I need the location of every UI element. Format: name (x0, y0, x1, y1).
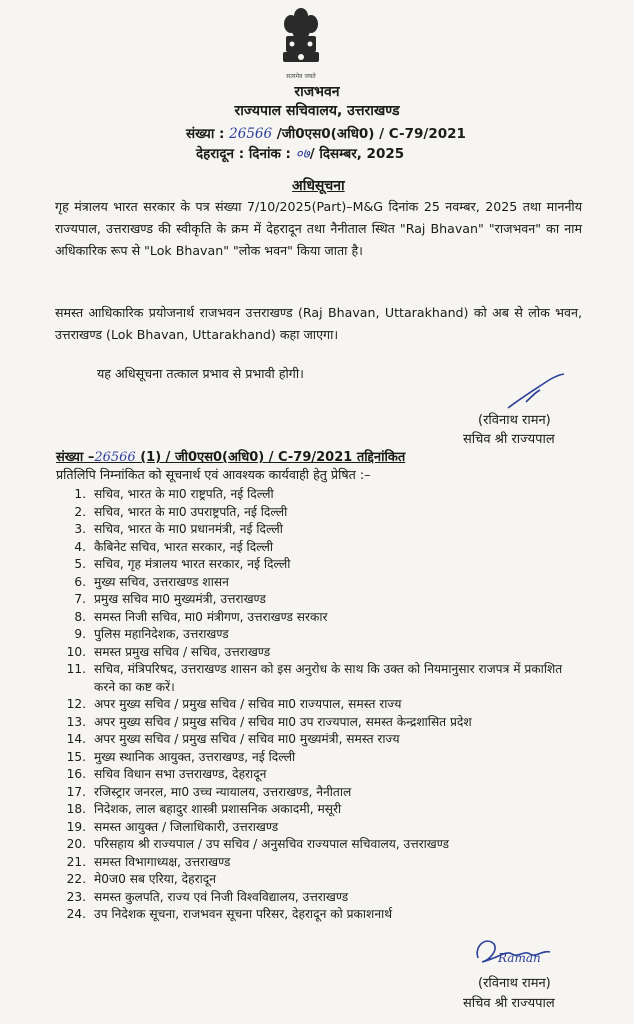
list-item-text: मुख्य सचिव, उत्तराखण्ड शासन (94, 574, 229, 589)
list-item-number: 12. (66, 697, 86, 711)
notification-title: अधिसूचना (292, 178, 345, 194)
list-item-number: 15. (66, 749, 86, 764)
list-item-number: 16. (66, 767, 86, 781)
list-item-number: 21. (66, 854, 86, 869)
list-item-number: 23. (66, 889, 86, 904)
list-item (56, 766, 586, 784)
list-item-text: समस्त निजी सचिव, मा0 मंत्रीगण, उत्तराखण्ड सरकार (94, 609, 328, 624)
list-item-text: सचिव, भारत के मा0 राष्ट्रपति, नई दिल्ली (94, 487, 274, 501)
list-item (56, 749, 586, 767)
date-suffix: / दिसम्बर, 2025 (309, 146, 405, 162)
list-item-number: 3. (74, 522, 86, 536)
list-item (56, 626, 586, 644)
list-item-number: 2. (74, 504, 86, 519)
list-item-number: 8. (74, 609, 86, 624)
notification-paragraph-3: यह अधिसूचना तत्काल प्रभाव से प्रभावी होगी। (97, 366, 304, 381)
signature-mark-2 (472, 928, 552, 972)
list-item (56, 801, 586, 819)
list-item-text: समस्त विभागाध्यक्ष, उत्तराखण्ड (94, 854, 231, 869)
list-item-number: 6. (74, 574, 86, 589)
ref-prefix: संख्या : (186, 126, 230, 142)
list-item (56, 906, 586, 924)
list-item-text: सचिव, भारत के मा0 प्रधानमंत्री, नई दिल्ली (94, 522, 283, 536)
date-handwritten-day: ०७ (295, 146, 310, 162)
list-item-number: 22. (66, 872, 86, 886)
list-item-number: 4. (74, 539, 86, 554)
national-emblem-icon (278, 6, 324, 70)
reference-number (186, 124, 466, 142)
list-item-text: समस्त कुलपति, राज्य एवं निजी विश्वविद्यालय, उत्तराखण्ड (94, 889, 349, 904)
list-item-number: 18. (66, 802, 86, 816)
list-item-text: उप निदेशक सूचना, राजभवन सूचना परिसर, देहरादून को प्रकाशनार्थ (94, 907, 393, 921)
list-item-text: मे0ज0 सब एरिया, देहरादून (94, 872, 216, 886)
list-item (56, 819, 586, 837)
notification-paragraph-1: गृह मंत्रालय भारत सरकार के पत्र संख्या 7/10/2025(Part)–M&G दिनांक 25 नवम्बर, 2025 तथा माननीय राज्यपाल, उत्तराखण्ड की स्वीकृति के क्रम में देहरादून तथा नैनीताल स्थित "Raj Bhavan" "राजभवन" का नाम अधिकारिक रूप से "Lok Bhavan" "लोक भवन" किया जाता है। (55, 199, 582, 258)
notification-paragraph-2: समस्त आधिकारिक प्रयोजनार्थ राजभवन उत्तराखण्ड (Raj Bhavan, Uttarakhand) को अब से लोक भवन, उत्तराखण्ड (Lok Bhavan, Uttarakhand) कहा जाएगा। (55, 305, 582, 342)
list-item-text: कैबिनेट सचिव, भारत सरकार, नई दिल्ली (94, 539, 274, 554)
list-item-number: 14. (66, 732, 86, 746)
list-item-text: सचिव, गृह मंत्रालय भारत सरकार, नई दिल्ली (94, 557, 291, 571)
list-item (56, 521, 586, 539)
list-item-text: अपर मुख्य सचिव / प्रमुख सचिव / सचिव मा0 उप राज्यपाल, समस्त केन्द्रशासित प्रदेश (94, 714, 472, 729)
distribution-signatory-name: (रविनाथ रामन) (478, 976, 551, 991)
list-item-number: 7. (74, 592, 86, 606)
copy-to-line: प्रतिलिपि निम्नांकित को सूचनार्थ एवं आवश्यक कार्यवाही हेतु प्रेषित :– (56, 467, 371, 482)
list-item-text: प्रमुख सचिव मा0 मुख्यमंत्री, उत्तराखण्ड (94, 592, 266, 606)
date-label: देहरादून : दिनांक : (196, 146, 296, 162)
list-item (56, 644, 586, 662)
list-item-text: मुख्य स्थानिक आयुक्त, उत्तराखण्ड, नई दिल्ली (94, 749, 296, 764)
signature-mark-1 (506, 372, 566, 412)
signatory-name: (रविनाथ रामन) (478, 413, 551, 428)
dist-ref-prefix: संख्या – (56, 450, 95, 465)
dist-ref-handwritten-number: 26566 (94, 450, 136, 465)
list-item (56, 504, 586, 522)
list-item (56, 574, 586, 592)
signatory-designation: सचिव श्री राज्यपाल (463, 432, 555, 447)
office-name: राज्यपाल सचिवालय, उत्तराखण्ड (234, 103, 400, 119)
emblem-motto: सत्यमेव जयते (286, 73, 316, 80)
list-item (56, 836, 586, 854)
distribution-reference (56, 447, 405, 465)
list-item-number: 1. (74, 487, 86, 501)
list-item-text: सचिव विधान सभा उत्तराखण्ड, देहरादून (94, 767, 267, 781)
list-item-number: 11. (66, 662, 86, 676)
list-item-number: 20. (66, 837, 86, 851)
list-item-text: परिसहाय श्री राज्यपाल / उप सचिव / अनुसचिव राज्यपाल सचिवालय, उत्तराखण्ड (94, 837, 450, 851)
organization-name: राजभवन (294, 84, 340, 100)
list-item-text: समस्त प्रमुख सचिव / सचिव, उत्तराखण्ड (94, 644, 271, 659)
list-item-number: 10. (66, 644, 86, 659)
list-item-text: समस्त आयुक्त / जिलाधिकारी, उत्तराखण्ड (94, 819, 279, 834)
dist-ref-suffix: (1) / जी0एस0(अधि0) / C-79/2021 तद्दिनांकित (135, 450, 406, 465)
list-item-text: रजिस्ट्रार जनरल, मा0 उच्च न्यायालय, उत्तराखण्ड, नैनीताल (94, 784, 352, 799)
ref-suffix: /जी0एस0(अधि0) / C-79/2021 (272, 126, 466, 142)
list-item (56, 539, 586, 557)
list-item (56, 889, 586, 907)
list-item (56, 854, 586, 872)
list-item (56, 871, 586, 889)
list-item-text: पुलिस महानिदेशक, उत्तराखण्ड (94, 627, 229, 641)
list-item-text: अपर मुख्य सचिव / प्रमुख सचिव / सचिव मा0 मुख्यमंत्री, समस्त राज्य (94, 732, 400, 746)
list-item-number: 9. (74, 627, 86, 641)
list-item (56, 661, 586, 696)
list-item (56, 556, 586, 574)
list-item (56, 731, 586, 749)
list-item-number: 13. (66, 714, 86, 729)
list-item-number: 19. (66, 819, 86, 834)
list-item-number: 24. (66, 907, 86, 921)
list-item (56, 609, 586, 627)
list-item-text: सचिव, भारत के मा0 उपराष्ट्रपति, नई दिल्ली (94, 504, 288, 519)
list-item-text: सचिव, मंत्रिपरिषद, उत्तराखण्ड शासन को इस अनुरोध के साथ कि उक्त को नियमानुसार राजपत्र में प्रकाशित करने का कष्ट करें। (94, 662, 563, 694)
list-item (56, 696, 586, 714)
list-item-number: 17. (66, 784, 86, 799)
list-item-text: अपर मुख्य सचिव / प्रमुख सचिव / सचिव मा0 राज्यपाल, समस्त राज्य (94, 697, 402, 711)
list-item (56, 591, 586, 609)
list-item (56, 714, 586, 732)
list-item-text: निदेशक, लाल बहादुर शास्त्री प्रशासनिक अकादमी, मसूरी (94, 802, 342, 816)
list-item (56, 784, 586, 802)
issue-date (196, 144, 404, 162)
list-item-number: 5. (74, 557, 86, 571)
signature-text: Raman (498, 951, 541, 965)
distribution-list (56, 486, 586, 924)
ref-handwritten-number: 26566 (229, 126, 273, 142)
list-item (56, 486, 586, 504)
distribution-signatory-designation: सचिव श्री राज्यपाल (463, 996, 555, 1011)
